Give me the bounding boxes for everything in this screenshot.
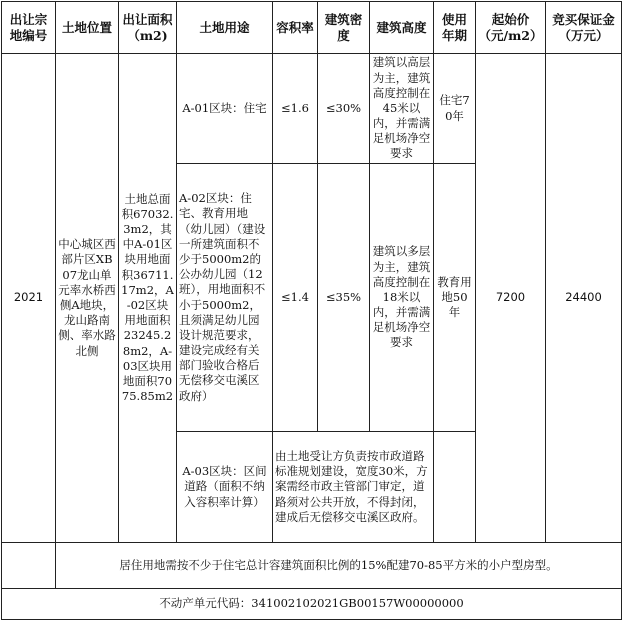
a01-far-cell: ≤1.6 (273, 54, 318, 164)
a01-density-cell: ≤30% (318, 54, 370, 164)
header-start-price: 起始价（元/m2） (476, 2, 546, 54)
start-price-cell: 7200 (476, 54, 546, 543)
header-far: 容积率 (273, 2, 318, 54)
a01-use-cell: A-01区块：住宅 (177, 54, 273, 164)
a02-use-cell: A-02区块：住宅、教育用地（幼儿园）（建设一所建筑面积不少于5000m2的公办幼儿园（12班），用地面积不小于5000m2，且须满足幼儿园设计规范要求，建设完成经有关部门验收合格后无偿移交屯溪区政府） (177, 164, 273, 432)
parcel-code-cell: 2021 (2, 54, 56, 543)
header-term: 使用年期 (434, 2, 476, 54)
header-row (2, 2, 622, 54)
deposit-cell: 24400 (546, 54, 622, 543)
header-use: 土地用途 (177, 2, 273, 54)
footer-row (2, 589, 622, 620)
a02-term-cell: 教育用地50年 (434, 164, 476, 432)
area-cell: 土地总面积67032.3m2，其中A-01区块用地面积36711.17m2，A-02区块用地面积23245.28m2，A-03区块用地面积7075.85m2 (119, 54, 177, 543)
note-row (2, 543, 622, 589)
header-deposit: 竞买保证金（万元） (546, 2, 622, 54)
header-area: 出让面积（m2) (119, 2, 177, 54)
header-density: 建筑密度 (318, 2, 370, 54)
header-parcel-code: 出让宗地编号 (2, 2, 56, 54)
a02-density-cell: ≤35% (318, 164, 370, 432)
a03-term-cell (434, 432, 476, 543)
header-height: 建筑高度 (370, 2, 434, 54)
land-transfer-table (1, 1, 622, 620)
header-location: 土地位置 (56, 2, 119, 54)
residential-note: 居住用地需按不少于住宅总计容建筑面积比例的15%配建70-85平方米的小户型房型。 (56, 543, 622, 589)
a01-height-cell: 建筑以高层为主，建筑高度控制在45米以内，并需满足机场净空要求 (370, 54, 434, 164)
property-unit-code: 不动产单元代码：341002102021GB00157W00000000 (2, 589, 622, 620)
block-a01-row (2, 54, 622, 164)
a02-far-cell: ≤1.4 (273, 164, 318, 432)
a03-requirement-cell: 由土地受让方负责按市政道路标准规划建设，宽度30米，方案需经市政主管部门审定，道路须对公共开放，不得封闭，建成后无偿移交屯溪区政府。 (273, 432, 434, 543)
a02-height-cell: 建筑以多层为主，建筑高度控制在18米以内，并需满足机场净空要求 (370, 164, 434, 432)
a01-term-cell: 住宅70年 (434, 54, 476, 164)
note-spacer-cell (2, 543, 56, 589)
a03-use-cell: A-03区块：区间道路（面积不纳入容积率计算） (177, 432, 273, 543)
location-cell: 中心城区西部片区XB07龙山单元率水桥西侧A地块，龙山路南侧、率水路北侧 (56, 54, 119, 543)
